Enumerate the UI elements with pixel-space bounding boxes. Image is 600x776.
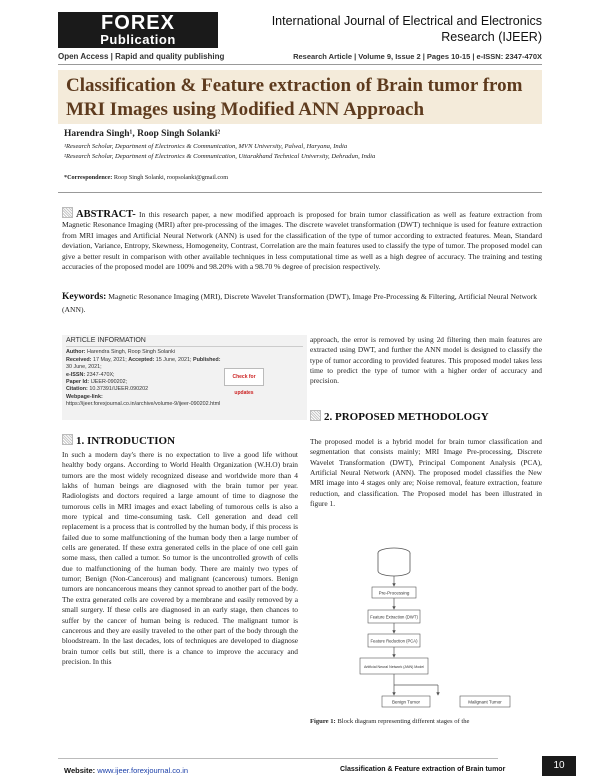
section-marker-icon [62,434,73,445]
website-label: Website: [64,766,96,775]
right-column-continuation: approach, the error is removed by using 2d filtering then main features are extracted using DWT, and further the ANN model is designed to classify the type of tumor according to provided features. This proposed model takes less time to predict the type of tumor with a higher order of accuracy and precision. [310,335,542,386]
info-received-value: 17 May, 2021; [92,356,127,363]
intro-heading-text: 1. INTRODUCTION [76,435,176,447]
publisher-logo [58,12,218,48]
abstract [62,207,542,272]
info-webpage [66,394,303,401]
block-diagram-svg [310,545,542,713]
correspondence [64,174,228,181]
crossmark-badge[interactable]: Check for updates [224,368,264,386]
abstract-label: ABSTRACT- [76,209,136,220]
title-banner [58,70,542,124]
info-paperid-value: IJEER-090202; [90,379,128,386]
page-number: 10 [542,756,576,776]
article-info-heading: ARTICLE INFORMATION [66,335,303,347]
keywords-label: Keywords: [62,292,107,302]
method-text: The proposed model is a hybrid model for brain tumor classification and segmentation that consists mainly; MRI Image Pre-processing, Discrete Wavelet Transformation (DWT), Principal Component Analysis (PCA), Artificial Neural Network (ANN). The proposed model classifies the New MRI image into 4 stages only are; Noise removal, feature extraction, feature reduction, and classification. The Proposed model has been illustrated in figure 1. [310,437,542,509]
info-eissn [66,372,303,379]
node-ann-label: Artificial Neural Network (ANN) Model [363,665,425,669]
keywords-text: Magnetic Resonance Imaging (MRI), Discrete Wavelet Transformation (DWT), Image Pre-Processing & Filtering, Artificial Neural Network (ANN). [62,292,538,314]
article-info-box [62,335,307,420]
publisher-tagline: Open Access | Rapid and quality publishing [58,52,225,61]
logo-line2: Publication [100,32,176,47]
node-preprocessing-label: Pre-Processing [378,590,410,596]
info-author-label: Author: [66,349,86,356]
keywords [62,291,542,315]
info-eissn-value: 2347-470X; [86,371,115,378]
info-webpage-label: Webpage-link: [66,393,103,400]
intro-heading [62,434,175,447]
info-received-label: Received: [66,356,92,363]
node-benign-label: Benign Tumor [391,699,421,705]
footer-website [64,766,188,775]
info-webpage-link[interactable]: https://ijeer.forexjournal.co.in/archive/volume-9/ijeer-090202.html [66,401,221,408]
website-link[interactable]: www.ijeer.forexjournal.co.in [97,766,189,775]
info-citation-label: Citation: [66,386,88,393]
figure-1-block-diagram [310,545,542,713]
info-accepted-label: Accepted: [128,356,155,363]
title-divider [58,192,542,193]
figure-caption-text: Block diagram representing different stages of the [337,718,470,725]
section-marker-icon [310,410,321,421]
article-title: Classification & Feature extraction of Brain tumor from MRI Images using Modified ANN Approach [66,75,523,120]
section-marker-icon [62,207,73,218]
correspondence-label: *Correspondence: [64,174,113,181]
info-paperid [66,379,303,386]
header-divider [58,64,542,65]
method-heading-text: 2. PROPOSED METHODOLOGY [324,411,489,423]
info-citation-value: 10.37391/IJEER.090202 [89,386,149,393]
node-pca-label: Feature Reduction (PCA) [370,638,418,644]
info-author [66,349,303,356]
correspondence-text: Roop Singh Solanki, roopsolanki@gmail.com [113,174,229,181]
info-dates [66,357,226,372]
figure-1-caption [310,718,469,725]
mri-database-icon [378,548,410,576]
method-heading [310,410,489,423]
info-paperid-label: Paper Id: [66,379,90,386]
info-accepted-value: 15 June, 2021; [155,356,192,363]
article-meta: Research Article | Volume 9, Issue 2 | Pages 10-15 | e-ISSN: 2347-470X [293,52,542,61]
node-dwt-label: Feature Extraction (DWT) [370,614,418,620]
info-citation [66,386,303,393]
footer-divider [58,758,498,759]
affiliation-1: ¹Research Scholar, Department of Electronics & Communication, MVN University, Palwal, Haryana, India [64,143,348,150]
logo-line1: FOREX [101,12,175,34]
intro-text: In such a modern day's there is no expectation to live a good life without healthy body organs. According to World Health Organization (W.H.O) brain tumors are the most widely recognized disease and worldwide more than 4 lakhs of human beings are diagnosed with the brain tumor per year. Radiologists and doctors required a large amount of time to diagnose the tumorous cells in MRI images and exact labeling of tumorous cells is also a more typical and time-consuming task. Cell generation and dead cell replacement is a process that is controlled by the human body, if this process is failed due to some malfunctioning of the human body then a large number of cells are generated. If these extra generated cells in the place of one cell gain some mass, then called a tumor. So tumor is the uncontrolled growth of cells due to malfunctioning of the human body. There are mainly two types of tumor; Benign (Non-Cancerous) and malignant (cancerous) tumors. Benign tumors are noncancerous means they cannot spread to another part of the body. The extra generated cells are covered by a membrane and easily removed by a small surgery. If these cells are diagnosed in an early stage, then chances to suffer by the cancer of human being is reduced. The malignant tumor is cancerous and they are easily traveled to the other part of the body through the bloodstream. In the last decades, lots of techniques are developed to diagnose brain tumor cells but still, there is a chance to improve the accuracy and precision. In this [62,450,298,666]
info-published-value: 30 June, 2021; [66,364,102,371]
node-malignant-label: Malignant Tumor [468,699,502,705]
info-author-value: Harendra Singh, Roop Singh Solanki [86,349,176,356]
figure-caption-label: Figure 1: [310,718,336,725]
affiliation-2: ²Research Scholar, Department of Electronics & Communication, Uttarakhand Technical University, Dehradun, India [64,153,376,160]
footer-running-title: Classification & Feature extraction of Brain tumor [340,766,506,773]
info-eissn-label: e-ISSN: [66,371,86,378]
abstract-text: In this research paper, a new modified approach is proposed for brain tumor classification as well as feature extraction from Magnetic Resonance Imaging (MRI) after pre-processing of the images. The discrete wavelet transformation (DWT) technique is used for feature extraction from MRI images and Artificial Neural Network (ANN) is used for the classification of the type of tumor according to extracted features. Mean, Standard deviation, Variance, Entropy, Skewness, Homogeneity, Contrast, Correlation are the main features used to classify the type of tumor. The proposed model can give a better result in comparison with other available techniques in less computational time as well as a high degree of accuracy. The training and testing accuracies of the proposed model are 100% and 98.20% with a 98.70 % degree of precision respectively. [62,210,542,272]
journal-title: International Journal of Electrical and Electronics Research (IJEER) [271,14,542,44]
info-published-label: Published: [192,356,221,363]
author-list: Harendra Singh¹, Roop Singh Solanki² [64,129,221,139]
